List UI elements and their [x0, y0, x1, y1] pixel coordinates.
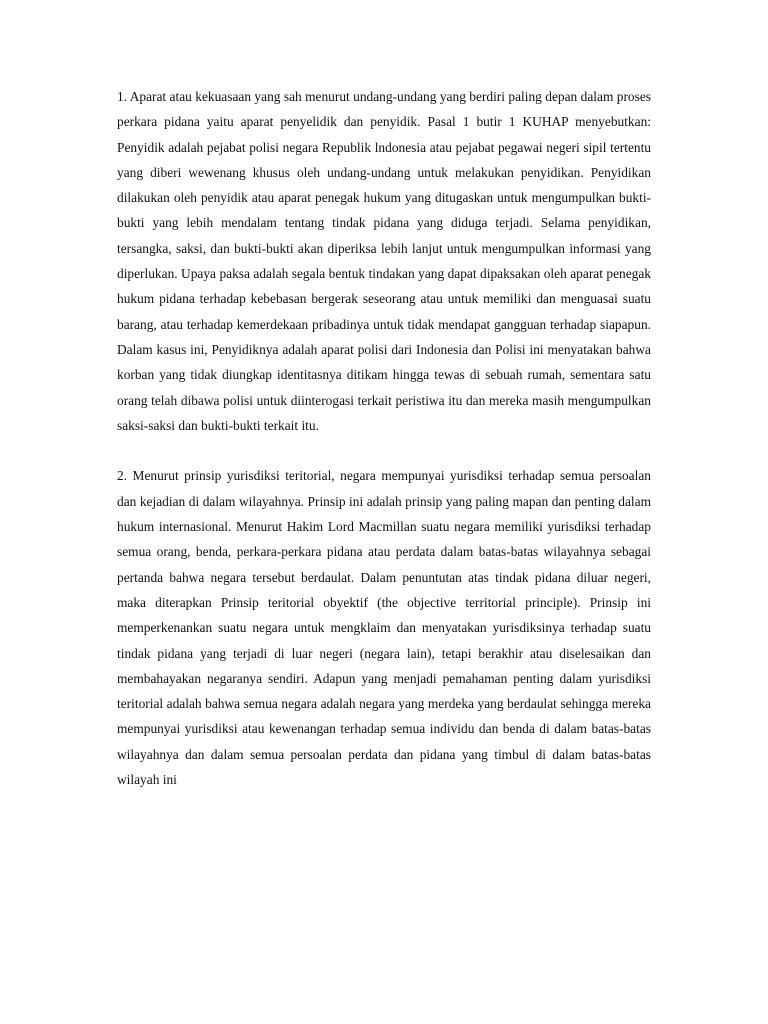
paragraph-2: 2. Menurut prinsip yurisdiksi teritorial, negara mempunyai yurisdiksi terhadap semua persoalan dan kejadian di dalam wilayahnya. Prinsip ini adalah prinsip yang paling mapan dan penting dalam hukum internasional. Menurut Hakim Lord Macmillan suatu negara memiliki yurisdiksi terhadap semua orang, benda, perkara-perkara pidana atau perdata dalam batas-batas wilayahnya sebagai pertanda bahwa negara tersebut berdaulat. Dalam penuntutan atas tindak pidana diluar negeri, maka diterapkan Prinsip teritorial obyektif (the objective territorial principle). Prinsip ini memperkenankan suatu negara untuk mengklaim dan menyatakan yurisdiksinya terhadap suatu tindak pidana yang terjadi di luar negeri (negara lain), tetapi berakhir atau diselesaikan dan membahayakan negaranya sendiri. Adapun yang menjadi pemahaman penting dalam yurisdiksi teritorial adalah bahwa semua negara adalah negara yang merdeka yang berdaulat sehingga mereka mempunyai yurisdiksi atau kewenangan terhadap semua individu dan benda di dalam batas-batas wilayahnya dan dalam semua persoalan perdata dan pidana yang timbul di dalam batas-batas wilayah ini [117, 468, 651, 788]
document-body [117, 84, 651, 792]
paragraph-1: 1. Aparat atau kekuasaan yang sah menurut undang-undang yang berdiri paling depan dalam proses perkara pidana yaitu aparat penyelidik dan penyidik. Pasal 1 butir 1 KUHAP menyebutkan: Penyidik adalah pejabat polisi negara Republik lndonesia atau pejabat pegawai negeri sipil tertentu yang diberi wewenang khusus oleh undang-undang untuk melakukan penyidikan. Penyidikan dilakukan oleh penyidik atau aparat penegak hukum yang ditugaskan untuk mengumpulkan bukti-bukti yang lebih mendalam tentang tindak pidana yang diduga terjadi. Selama penyidikan, tersangka, saksi, dan bukti-bukti akan diperiksa lebih lanjut untuk mengumpulkan informasi yang diperlukan. Upaya paksa adalah segala bentuk tindakan yang dapat dipaksakan oleh aparat penegak hukum pidana terhadap kebebasan bergerak seseorang atau untuk memiliki dan menguasai suatu barang, atau terhadap kemerdekaan pribadinya untuk tidak mendapat gangguan terhadap siapapun. Dalam kasus ini, Penyidiknya adalah aparat polisi dari Indonesia dan Polisi ini menyatakan bahwa korban yang tidak diungkap identitasnya ditikam hingga tewas di sebuah rumah, sementara satu orang telah dibawa polisi untuk diinterogasi terkait peristiwa itu dan mereka masih mengumpulkan saksi-saksi dan bukti-bukti terkait itu. [117, 89, 651, 433]
